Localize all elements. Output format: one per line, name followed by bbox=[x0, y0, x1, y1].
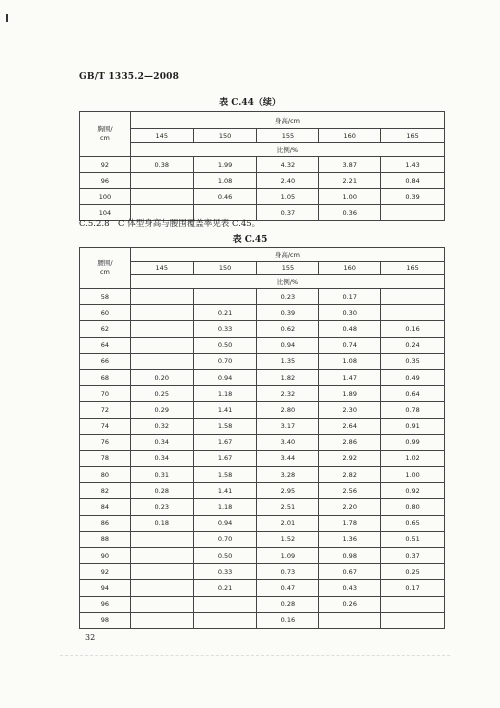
table-row bbox=[80, 386, 445, 402]
row-header-cell bbox=[80, 112, 131, 157]
value-cell: 2.20 bbox=[319, 499, 381, 515]
value-cell: 0.25 bbox=[381, 564, 445, 580]
value-cell: 3.87 bbox=[319, 157, 381, 173]
value-cell bbox=[130, 353, 193, 369]
value-cell: 0.74 bbox=[319, 337, 381, 353]
row-label-cell: 64 bbox=[80, 337, 131, 353]
row-label-cell: 70 bbox=[80, 386, 131, 402]
row-label-cell: 82 bbox=[80, 483, 131, 499]
table-row bbox=[80, 564, 445, 580]
value-cell: 1.43 bbox=[381, 157, 445, 173]
value-cell: 1.35 bbox=[257, 353, 319, 369]
value-cell: 2.95 bbox=[257, 483, 319, 499]
value-cell: 4.32 bbox=[257, 157, 319, 173]
table-row bbox=[80, 337, 445, 353]
value-cell: 0.18 bbox=[130, 515, 193, 531]
table2-title: 表 C.45 bbox=[232, 235, 268, 245]
value-cell: 0.49 bbox=[381, 369, 445, 385]
value-cell bbox=[381, 596, 445, 612]
value-cell: 0.20 bbox=[130, 369, 193, 385]
value-cell: 1.89 bbox=[319, 386, 381, 402]
column-header: 160 bbox=[319, 129, 381, 143]
value-cell bbox=[130, 189, 193, 205]
table-row bbox=[80, 434, 445, 450]
value-cell: 0.29 bbox=[130, 402, 193, 418]
table-row bbox=[80, 402, 445, 418]
value-cell: 0.92 bbox=[381, 483, 445, 499]
row-header-line1: 腰围/ bbox=[97, 259, 113, 267]
table-c44 bbox=[79, 111, 445, 221]
row-label-cell: 96 bbox=[80, 596, 131, 612]
table-row bbox=[80, 450, 445, 466]
value-cell bbox=[193, 612, 257, 628]
row-label-cell: 92 bbox=[80, 157, 131, 173]
row-label-cell: 94 bbox=[80, 580, 131, 596]
value-cell: 0.91 bbox=[381, 418, 445, 434]
value-cell bbox=[381, 612, 445, 628]
value-cell: 0.64 bbox=[381, 386, 445, 402]
value-cell: 0.84 bbox=[381, 173, 445, 189]
row-label-cell: 84 bbox=[80, 499, 131, 515]
value-cell: 2.51 bbox=[257, 499, 319, 515]
table1-title: 表 C.44（续） bbox=[219, 98, 281, 108]
table-row bbox=[80, 515, 445, 531]
value-cell: 2.21 bbox=[319, 173, 381, 189]
document-header: GB/T 1335.2—2008 bbox=[79, 72, 180, 82]
value-cell: 1.36 bbox=[319, 531, 381, 547]
column-header: 150 bbox=[193, 262, 257, 275]
value-cell bbox=[130, 173, 193, 189]
value-cell: 0.62 bbox=[257, 321, 319, 337]
column-header: 150 bbox=[193, 129, 257, 143]
value-cell: 0.67 bbox=[319, 564, 381, 580]
value-cell: 1.08 bbox=[193, 173, 257, 189]
value-cell bbox=[130, 321, 193, 337]
value-cell: 0.16 bbox=[381, 321, 445, 337]
column-header: 155 bbox=[257, 129, 319, 143]
value-cell bbox=[130, 580, 193, 596]
value-cell: 3.28 bbox=[257, 467, 319, 483]
row-label-cell: 76 bbox=[80, 434, 131, 450]
value-cell: 2.30 bbox=[319, 402, 381, 418]
value-cell: 1.67 bbox=[193, 434, 257, 450]
value-cell: 0.70 bbox=[193, 531, 257, 547]
value-cell: 1.67 bbox=[193, 450, 257, 466]
table-row bbox=[80, 467, 445, 483]
value-cell: 2.32 bbox=[257, 386, 319, 402]
value-cell: 0.70 bbox=[193, 353, 257, 369]
table-c45 bbox=[79, 247, 445, 629]
row-label-cell: 96 bbox=[80, 173, 131, 189]
value-cell: 0.80 bbox=[381, 499, 445, 515]
corner-mark bbox=[6, 14, 8, 22]
value-cell: 1.41 bbox=[193, 483, 257, 499]
value-cell: 0.30 bbox=[319, 305, 381, 321]
unit-subheader: 比例/% bbox=[130, 275, 444, 289]
row-label-cell: 90 bbox=[80, 548, 131, 564]
value-cell: 0.47 bbox=[257, 580, 319, 596]
value-cell: 0.21 bbox=[193, 305, 257, 321]
value-cell: 0.94 bbox=[193, 369, 257, 385]
table-row bbox=[80, 580, 445, 596]
unit-subheader: 比例/% bbox=[130, 143, 444, 157]
value-cell: 1.09 bbox=[257, 548, 319, 564]
value-cell: 2.01 bbox=[257, 515, 319, 531]
row-header-line2: cm bbox=[99, 134, 110, 142]
value-cell bbox=[130, 564, 193, 580]
value-cell: 2.64 bbox=[319, 418, 381, 434]
row-header-line2: cm bbox=[99, 268, 110, 276]
row-label-cell: 68 bbox=[80, 369, 131, 385]
value-cell: 2.86 bbox=[319, 434, 381, 450]
value-cell bbox=[130, 531, 193, 547]
value-cell: 0.26 bbox=[319, 596, 381, 612]
row-label-cell: 88 bbox=[80, 531, 131, 547]
value-cell: 0.25 bbox=[130, 386, 193, 402]
value-cell: 2.82 bbox=[319, 467, 381, 483]
value-cell: 1.00 bbox=[381, 467, 445, 483]
value-cell bbox=[130, 612, 193, 628]
value-cell: 0.16 bbox=[257, 612, 319, 628]
column-group-header: 身高/cm bbox=[130, 112, 444, 129]
value-cell: 0.78 bbox=[381, 402, 445, 418]
value-cell bbox=[130, 548, 193, 564]
value-cell: 0.43 bbox=[319, 580, 381, 596]
table-row bbox=[80, 157, 445, 173]
value-cell: 1.05 bbox=[257, 189, 319, 205]
value-cell: 0.17 bbox=[381, 580, 445, 596]
value-cell bbox=[130, 596, 193, 612]
column-header: 165 bbox=[381, 262, 445, 275]
value-cell: 0.34 bbox=[130, 450, 193, 466]
value-cell bbox=[130, 337, 193, 353]
value-cell: 2.92 bbox=[319, 450, 381, 466]
value-cell bbox=[319, 612, 381, 628]
value-cell: 0.23 bbox=[130, 499, 193, 515]
table-row bbox=[80, 305, 445, 321]
value-cell: 0.46 bbox=[193, 189, 257, 205]
row-label-cell: 72 bbox=[80, 402, 131, 418]
table-row bbox=[80, 189, 445, 205]
value-cell: 0.38 bbox=[130, 157, 193, 173]
value-cell: 0.94 bbox=[193, 515, 257, 531]
value-cell: 0.17 bbox=[319, 289, 381, 305]
value-cell: 1.58 bbox=[193, 418, 257, 434]
value-cell: 1.47 bbox=[319, 369, 381, 385]
table-row bbox=[80, 369, 445, 385]
value-cell bbox=[381, 305, 445, 321]
column-header: 165 bbox=[381, 129, 445, 143]
row-label-cell: 92 bbox=[80, 564, 131, 580]
value-cell: 0.39 bbox=[257, 305, 319, 321]
value-cell: 1.82 bbox=[257, 369, 319, 385]
column-header: 145 bbox=[130, 129, 193, 143]
table-row bbox=[80, 321, 445, 337]
value-cell: 3.44 bbox=[257, 450, 319, 466]
value-cell: 2.80 bbox=[257, 402, 319, 418]
table-row bbox=[80, 353, 445, 369]
column-header: 145 bbox=[130, 262, 193, 275]
value-cell: 0.37 bbox=[257, 205, 319, 221]
value-cell: 2.56 bbox=[319, 483, 381, 499]
value-cell: 0.99 bbox=[381, 434, 445, 450]
table-row bbox=[80, 531, 445, 547]
clause-text: C.5.2.8 C 体型身高与腰围覆盖率见表 C.45。 bbox=[79, 219, 261, 229]
value-cell: 0.37 bbox=[381, 548, 445, 564]
row-label-cell: 74 bbox=[80, 418, 131, 434]
value-cell: 0.32 bbox=[130, 418, 193, 434]
value-cell: 1.18 bbox=[193, 499, 257, 515]
value-cell: 0.50 bbox=[193, 548, 257, 564]
row-label-cell: 100 bbox=[80, 189, 131, 205]
table-row bbox=[80, 548, 445, 564]
row-label-cell: 86 bbox=[80, 515, 131, 531]
table-row bbox=[80, 499, 445, 515]
value-cell: 0.73 bbox=[257, 564, 319, 580]
value-cell bbox=[193, 596, 257, 612]
row-header-cell bbox=[80, 248, 131, 289]
value-cell: 0.94 bbox=[257, 337, 319, 353]
row-label-cell: 66 bbox=[80, 353, 131, 369]
value-cell: 0.28 bbox=[130, 483, 193, 499]
value-cell: 1.41 bbox=[193, 402, 257, 418]
value-cell: 1.78 bbox=[319, 515, 381, 531]
value-cell: 0.39 bbox=[381, 189, 445, 205]
column-header: 155 bbox=[257, 262, 319, 275]
value-cell: 1.00 bbox=[319, 189, 381, 205]
value-cell: 0.34 bbox=[130, 434, 193, 450]
value-cell: 1.02 bbox=[381, 450, 445, 466]
value-cell: 0.21 bbox=[193, 580, 257, 596]
value-cell: 1.18 bbox=[193, 386, 257, 402]
value-cell: 1.99 bbox=[193, 157, 257, 173]
value-cell bbox=[130, 305, 193, 321]
row-label-cell: 58 bbox=[80, 289, 131, 305]
column-group-header: 身高/cm bbox=[130, 248, 444, 262]
value-cell: 0.98 bbox=[319, 548, 381, 564]
footer-rule bbox=[60, 655, 450, 658]
value-cell: 3.40 bbox=[257, 434, 319, 450]
value-cell: 0.50 bbox=[193, 337, 257, 353]
row-label-cell: 80 bbox=[80, 467, 131, 483]
column-header: 160 bbox=[319, 262, 381, 275]
value-cell bbox=[193, 289, 257, 305]
table-row bbox=[80, 483, 445, 499]
page-number: 32 bbox=[85, 633, 96, 642]
value-cell bbox=[381, 289, 445, 305]
row-label-cell: 104 bbox=[80, 205, 131, 221]
row-label-cell: 78 bbox=[80, 450, 131, 466]
value-cell: 3.17 bbox=[257, 418, 319, 434]
value-cell: 0.51 bbox=[381, 531, 445, 547]
value-cell: 0.33 bbox=[193, 564, 257, 580]
row-label-cell: 62 bbox=[80, 321, 131, 337]
value-cell: 0.31 bbox=[130, 467, 193, 483]
value-cell: 0.35 bbox=[381, 353, 445, 369]
value-cell: 0.48 bbox=[319, 321, 381, 337]
value-cell: 0.36 bbox=[319, 205, 381, 221]
value-cell: 1.52 bbox=[257, 531, 319, 547]
value-cell: 0.24 bbox=[381, 337, 445, 353]
table-row bbox=[80, 289, 445, 305]
value-cell: 0.28 bbox=[257, 596, 319, 612]
row-label-cell: 60 bbox=[80, 305, 131, 321]
table-row bbox=[80, 418, 445, 434]
table-row bbox=[80, 596, 445, 612]
table-row bbox=[80, 173, 445, 189]
value-cell: 1.58 bbox=[193, 467, 257, 483]
value-cell bbox=[381, 205, 445, 221]
value-cell: 1.08 bbox=[319, 353, 381, 369]
value-cell: 0.65 bbox=[381, 515, 445, 531]
value-cell: 0.23 bbox=[257, 289, 319, 305]
row-label-cell: 98 bbox=[80, 612, 131, 628]
value-cell: 2.40 bbox=[257, 173, 319, 189]
value-cell: 0.33 bbox=[193, 321, 257, 337]
row-header-line1: 胸围/ bbox=[97, 125, 113, 133]
table-row bbox=[80, 612, 445, 628]
value-cell bbox=[130, 289, 193, 305]
